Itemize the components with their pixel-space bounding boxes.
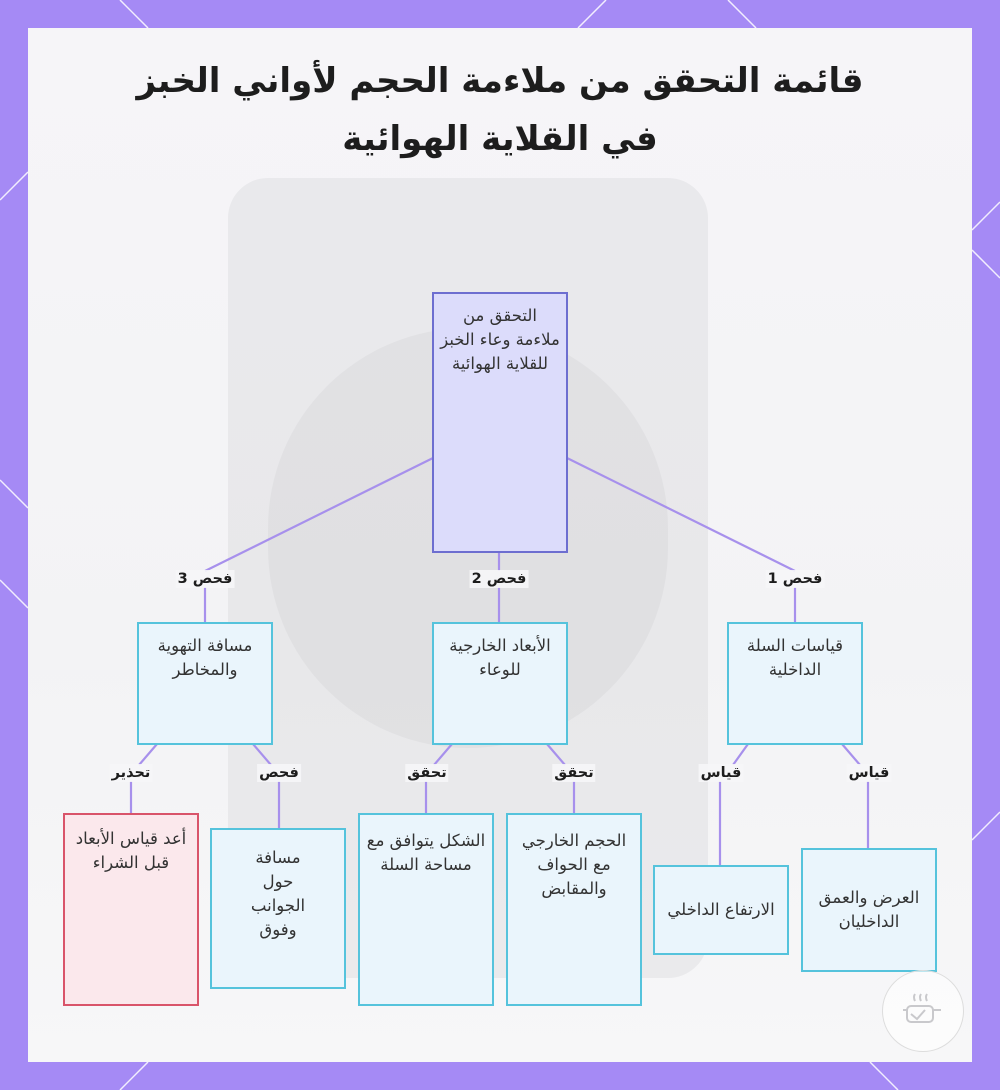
leaf-remeasure-warning-label: أعد قياس الأبعاد قبل الشراء: [75, 829, 187, 872]
root-node: [432, 292, 568, 553]
leaf-shape-fits-basket-label: الشكل يتوافق مع مساحة السلة: [366, 831, 486, 874]
leaf-side-top-clearance-label: مسافة حول الجوانب وفوق: [250, 848, 306, 939]
leaf-remeasure-warning: [63, 813, 199, 1006]
edge-label-measure-width: قياس: [848, 765, 890, 781]
node-basket-measurements-label: قياسات السلة الداخلية: [746, 636, 844, 679]
node-dish-outer-dimensions-label: الأبعاد الخارجية للوعاء: [449, 636, 551, 679]
leaf-side-top-clearance: [210, 828, 346, 989]
leaf-inner-width-depth: [801, 848, 937, 972]
leaf-outer-size-handles: [506, 813, 642, 1006]
brand-logo: [882, 970, 964, 1052]
root-node-label: التحقق من ملاءمة وعاء الخبز للقلاية الهوائية: [440, 306, 560, 373]
node-dish-outer-dimensions: [432, 622, 568, 745]
edge-label-check-3: فحص 3: [177, 571, 233, 587]
frying-pan-icon: [901, 991, 945, 1031]
edge-label-check-2: فحص 2: [471, 571, 527, 587]
node-basket-measurements: [727, 622, 863, 745]
leaf-inner-height: [653, 865, 789, 955]
edge-label-measure-height: قياس: [700, 765, 742, 781]
leaf-inner-width-depth-label: العرض والعمق الداخليان: [818, 888, 920, 931]
leaf-inner-height-label: الارتفاع الداخلي: [667, 900, 775, 919]
edge-label-check-clearance: فحص: [259, 765, 299, 781]
leaf-outer-size-handles-label: الحجم الخارجي مع الحواف والمقابض: [521, 831, 627, 898]
leaf-shape-fits-basket: [358, 813, 494, 1006]
edge-label-verify-size: تحقق: [554, 765, 594, 781]
node-airflow-clearance: [137, 622, 273, 745]
page-title: قائمة التحقق من ملاءمة الحجم لأواني الخبز في القلاية الهوائية: [136, 61, 864, 159]
edge-label-verify-shape: تحقق: [407, 765, 447, 781]
node-airflow-clearance-label: مسافة التهوية والمخاطر: [157, 636, 253, 679]
edge-label-check-1: فحص 1: [767, 571, 823, 587]
edge-label-warning: تحذير: [111, 765, 151, 781]
